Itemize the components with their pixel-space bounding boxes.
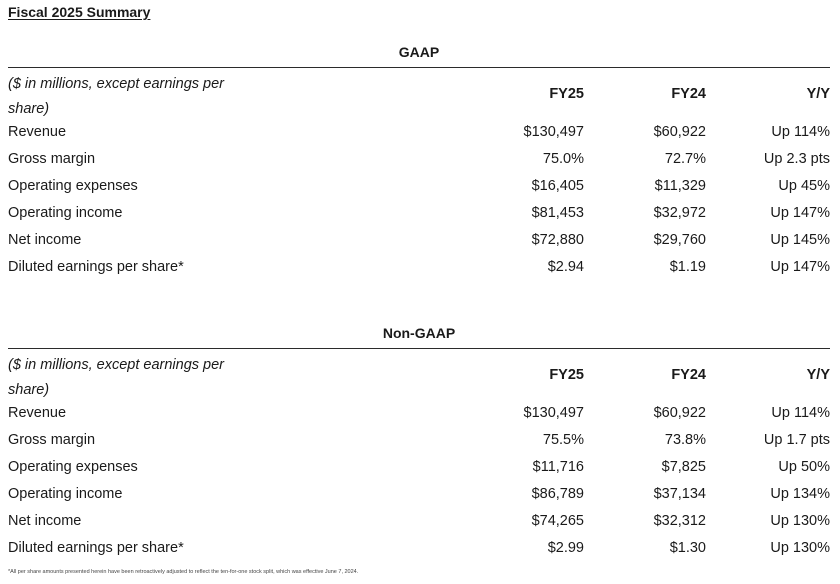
fy25-value: $16,405 <box>531 178 584 194</box>
fy24-value: $37,134 <box>653 486 706 502</box>
table-row-diluted-eps <box>8 255 830 282</box>
non-gaap-section <box>8 325 830 565</box>
column-header-fy25: FY25 <box>549 367 584 383</box>
fy25-value: 75.5% <box>542 432 584 448</box>
yy-change: Up 45% <box>778 178 830 194</box>
section-divider <box>8 348 830 349</box>
row-label: Operating expenses <box>8 459 138 475</box>
fy25-value: $72,880 <box>531 232 584 248</box>
column-header-fy24: FY24 <box>671 86 706 102</box>
table-row-operating-expenses <box>8 455 830 482</box>
table-row-operating-expenses <box>8 174 830 201</box>
yy-change: Up 50% <box>778 459 830 475</box>
row-label: Revenue <box>8 405 67 421</box>
footnote: *All per share amounts presented herein have been retroactively adjusted to reflect the ten-for-one stock split, which was effective June 7, 2024. <box>8 569 359 575</box>
table-row-diluted-eps <box>8 536 830 563</box>
fy25-value: $74,265 <box>531 513 584 529</box>
table-row-gross-margin <box>8 428 830 455</box>
table-row-revenue <box>8 401 830 428</box>
table-row-revenue <box>8 120 830 147</box>
table-row-gross-margin <box>8 147 830 174</box>
fy25-value: 75.0% <box>542 151 584 167</box>
fy24-value: $60,922 <box>653 124 706 140</box>
page-title: Fiscal 2025 Summary <box>8 4 151 20</box>
section-title: GAAP <box>398 44 440 60</box>
units-note: ($ in millions, except earnings per share) <box>8 76 224 117</box>
column-header-fy24: FY24 <box>671 367 706 383</box>
fy24-value: $11,329 <box>654 178 706 194</box>
fy24-value: 72.7% <box>664 151 706 167</box>
yy-change: Up 130% <box>770 513 830 529</box>
section-divider <box>8 67 830 68</box>
fy25-value: $11,716 <box>532 459 584 475</box>
column-header-fy25: FY25 <box>549 86 584 102</box>
row-label: Diluted earnings per share* <box>8 540 184 556</box>
fy25-value: $86,789 <box>531 486 584 502</box>
yy-change: Up 2.3 pts <box>763 151 830 167</box>
fy25-value: $130,497 <box>523 124 584 140</box>
yy-change: Up 114% <box>771 405 830 421</box>
row-label: Gross margin <box>8 151 96 167</box>
yy-change: Up 1.7 pts <box>763 432 830 448</box>
yy-change: Up 145% <box>770 232 830 248</box>
row-label: Operating income <box>8 486 123 502</box>
section-title: Non-GAAP <box>382 325 456 341</box>
fy25-value: $2.99 <box>547 540 584 556</box>
fy24-value: $32,972 <box>653 205 706 221</box>
table-row-operating-income <box>8 201 830 228</box>
yy-change: Up 147% <box>770 259 830 275</box>
table-row-net-income <box>8 228 830 255</box>
row-label: Diluted earnings per share* <box>8 259 184 275</box>
yy-change: Up 114% <box>771 124 830 140</box>
row-label: Net income <box>8 513 82 529</box>
fy24-value: $1.30 <box>669 540 706 556</box>
fy24-value: $29,760 <box>653 232 706 248</box>
yy-change: Up 147% <box>770 205 830 221</box>
fy24-value: $60,922 <box>653 405 706 421</box>
fy24-value: 73.8% <box>664 432 706 448</box>
yy-change: Up 130% <box>770 540 830 556</box>
column-header-yy: Y/Y <box>806 367 830 383</box>
row-label: Net income <box>8 232 82 248</box>
gaap-section <box>8 44 830 284</box>
fy24-value: $1.19 <box>669 259 706 275</box>
units-note: ($ in millions, except earnings per share) <box>8 357 224 398</box>
fy24-value: $32,312 <box>653 513 706 529</box>
fy25-value: $81,453 <box>531 205 584 221</box>
table-row-net-income <box>8 509 830 536</box>
fy25-value: $2.94 <box>547 259 584 275</box>
fy25-value: $130,497 <box>523 405 584 421</box>
row-label: Operating income <box>8 205 123 221</box>
row-label: Revenue <box>8 124 67 140</box>
column-header-yy: Y/Y <box>806 86 830 102</box>
row-label: Gross margin <box>8 432 96 448</box>
table-row-operating-income <box>8 482 830 509</box>
yy-change: Up 134% <box>770 486 830 502</box>
fy24-value: $7,825 <box>661 459 706 475</box>
row-label: Operating expenses <box>8 178 138 194</box>
